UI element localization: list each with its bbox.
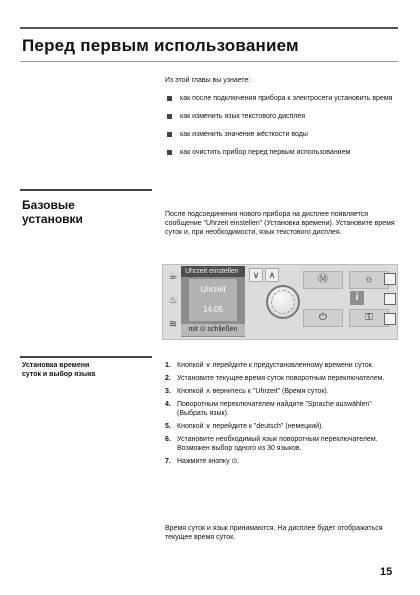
title-rule <box>20 61 398 62</box>
page-number: 15 <box>380 566 393 578</box>
mug-icon: Ⓜ <box>318 274 328 285</box>
section-rule <box>20 356 152 358</box>
bullet-icon <box>167 132 172 137</box>
up-arrow-button[interactable] <box>265 268 279 282</box>
display-body <box>189 279 237 321</box>
steam-icon: ≋ <box>168 319 178 330</box>
sun-icon: ☼ <box>364 274 374 285</box>
display-line-time-label: Uhrzeit <box>200 285 226 294</box>
knob-ring <box>271 290 295 314</box>
step-item: 3. Кнопкой ∧ вернитесь к "Uhrzeit" (Время суток). <box>165 388 329 395</box>
display-header: Uhrzeit einstellen <box>181 266 245 277</box>
key-icon: ⚿ <box>365 312 373 323</box>
step-item: 2. Установите текущее время суток поворотным переключателем. <box>165 375 385 382</box>
jug-icon: ♨ <box>168 295 178 306</box>
section-rule <box>20 189 152 191</box>
display <box>181 266 245 337</box>
step-item: 5. Кнопкой ∨ перейдите к "deutsch" (немецкий). <box>165 423 324 430</box>
side-square-middle <box>384 293 396 305</box>
step-item: 4. Поворотным переключателем найдите "Sprache auswählen" (Выбрать язык). <box>165 401 372 417</box>
bullet-icon <box>167 114 172 119</box>
side-square-top <box>384 273 396 285</box>
display-footer: mit ⊙ schließen <box>181 324 245 336</box>
bullet-icon <box>167 96 172 101</box>
section-title-time-language: Установка времени суток и выбор языка <box>22 362 96 378</box>
up-arrow-icon: ∧ <box>268 270 276 280</box>
section-description: После подсоединения нового прибора на дисплее появляется сообщение "Uhrzeit einstellen" (Установка времени). Установите время суток и, при необходимости, язык текстового дисплея. <box>165 211 395 236</box>
intro-text: Из этой главы вы узнаете: <box>165 77 251 84</box>
program-button[interactable] <box>303 271 343 289</box>
info-button[interactable]: i <box>350 291 364 305</box>
light-button[interactable] <box>349 271 389 289</box>
display-line-time-value: 14:05 <box>202 305 224 314</box>
side-square-bottom <box>384 313 396 325</box>
list-item: как очистить прибор перед первым использованием <box>165 148 395 157</box>
step-item: 1. Кнопкой ∨ перейдите к предустановленному времени суток. <box>165 362 374 369</box>
bullet-list <box>165 94 395 166</box>
step-item: 7. Нажмите кнопку ⊙. <box>165 458 240 465</box>
power-icon: ⏻ <box>319 312 327 323</box>
top-rule <box>20 27 398 29</box>
step-item: 6. Установите необходимый язык поворотным переключателем. Возможен выбор одного из 30 языков. <box>165 436 378 452</box>
closing-note: Время суток и язык принимаются. На дисплее будет отображаться текущее время суток. <box>165 525 383 541</box>
bullet-icon <box>167 150 172 155</box>
cup-icon: ☕ <box>168 271 178 282</box>
down-arrow-button[interactable] <box>249 268 263 282</box>
list-item: как после подключения прибора к электросети установить время <box>165 94 395 103</box>
control-panel-illustration <box>162 264 398 340</box>
rotary-knob[interactable] <box>266 285 300 319</box>
list-item: как изменить язык текстового дисплея <box>165 112 395 121</box>
power-button[interactable] <box>303 309 343 327</box>
key-button[interactable] <box>349 309 389 327</box>
list-item: как изменить значение жёсткости воды <box>165 130 395 139</box>
page-title: Перед первым использованием <box>22 36 299 55</box>
down-arrow-icon: ∨ <box>252 270 260 280</box>
section-title-basic-settings: Базовые установки <box>22 198 83 226</box>
steps-list <box>165 361 397 470</box>
